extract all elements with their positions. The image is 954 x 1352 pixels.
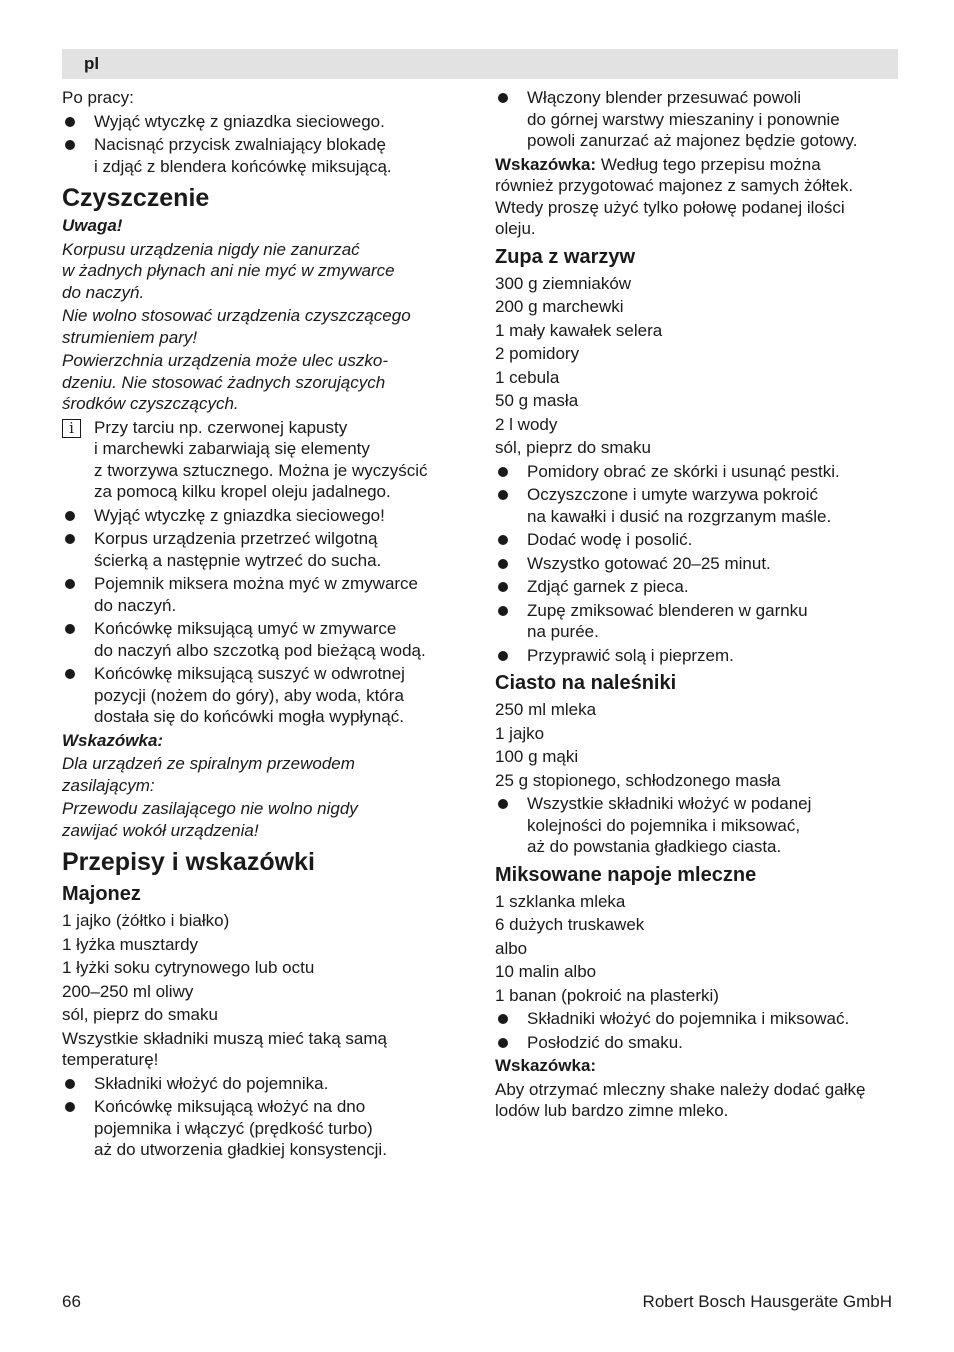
cleaning-step xyxy=(62,618,467,661)
soup-ingredient: 50 g masła xyxy=(495,391,579,410)
list-item-text: Końcówkę miksującą włożyć na dno pojemnika i włączyć (prędkość turbo) aż do utworzenia gładkiej konsystencji. xyxy=(94,1097,387,1159)
after-work-item xyxy=(62,111,467,133)
mayo-ingredient: 1 łyżka musztardy xyxy=(62,934,199,954)
soup-ingredient: 1 mały kawałek selera xyxy=(495,320,663,340)
bullet-icon xyxy=(498,1014,508,1024)
caution-text: Nie wolno stosować urządzenia czyszczącego strumieniem pary! xyxy=(62,306,411,347)
mayo-title: Majonez xyxy=(62,883,141,905)
list-item-text: Zupę zmiksować blenderen w garnku na purée. xyxy=(527,600,808,641)
list-item-text: Wszystkie składniki włożyć w podanej kolejności do pojemnika i miksować, aż do powstania gładkiego ciasta. xyxy=(527,794,812,856)
soup-ingredient: 300 g ziemniaków xyxy=(495,273,632,293)
info-text: Przy tarciu np. czerwonej kapusty i marchewki zabarwiają się elementy z tworzywa sztucznego. Można je wyczyścić za pomocą kilku kropel oleju jadalnego. xyxy=(94,417,428,501)
list-item-text: Pomidory obrać ze skórki i usunąć pestki. xyxy=(527,461,840,481)
shake-step xyxy=(495,1032,900,1054)
bullet-icon xyxy=(498,490,508,500)
mayo-ingredient: 1 łyżki soku cytrynowego lub octu xyxy=(62,958,315,977)
bullet-icon xyxy=(498,1038,508,1048)
cleaning-step xyxy=(62,505,467,527)
pancake-ingredient: 100 g mąki xyxy=(495,747,579,766)
caution-label: Uwaga! xyxy=(62,216,123,235)
list-item-text: Składniki włożyć do pojemnika i miksować. xyxy=(527,1009,850,1028)
soup-ingredient: 1 cebula xyxy=(495,367,560,387)
bullet-icon xyxy=(498,606,508,616)
mayo-note: Wszystkie składniki muszą mieć taką samą temperaturę! xyxy=(62,1028,387,1069)
bullet-icon xyxy=(65,579,75,589)
list-item-text: Wyjąć wtyczkę z gniazdka sieciowego. xyxy=(94,111,385,131)
soup-step xyxy=(495,529,900,551)
list-item-text: Dodać wodę i posolić. xyxy=(527,530,693,549)
soup-step xyxy=(495,600,900,643)
list-item-text: Nacisnąć przycisk zwalniający blokadę i zdjąć z blendera końcówkę miksującą. xyxy=(94,135,392,176)
bullet-icon xyxy=(65,1102,75,1112)
pancake-ingredient: 250 ml mleka xyxy=(495,700,597,719)
soup-step xyxy=(495,461,900,483)
mayo-ingredient: 1 jajko (żółtko i białko) xyxy=(62,911,230,930)
info-icon: i xyxy=(62,419,81,438)
bullet-icon xyxy=(65,669,75,679)
soup-step xyxy=(495,576,900,598)
publisher-name: Robert Bosch Hausgeräte GmbH xyxy=(642,1292,892,1311)
bullet-icon xyxy=(65,624,75,634)
bullet-icon xyxy=(498,467,508,477)
list-item-text: Posłodzić do smaku. xyxy=(527,1032,683,1052)
mayo-step xyxy=(62,1073,467,1095)
bullet-icon xyxy=(65,117,75,127)
soup-step xyxy=(495,553,900,575)
pancake-title: Ciasto na naleśniki xyxy=(495,672,677,694)
mayo-ingredient: sól, pieprz do smaku xyxy=(62,1005,218,1024)
pancake-ingredient: 25 g stopionego, schłodzonego masła xyxy=(495,770,781,790)
list-item-text: Oczyszczone i umyte warzywa pokroić na kawałki i dusić na rozgrzanym maśle. xyxy=(527,485,832,526)
soup-ingredient: 200 g marchewki xyxy=(495,297,624,316)
bullet-icon xyxy=(498,93,508,103)
shake-hint-label: Wskazówka: xyxy=(495,1056,597,1075)
mayo-step xyxy=(62,1096,467,1161)
mayo-ingredient: 200–250 ml oliwy xyxy=(62,981,194,1001)
bullet-icon xyxy=(65,1079,75,1089)
list-item-text: Przyprawić solą i pieprzem. xyxy=(527,645,734,665)
list-item-text: Końcówkę miksującą suszyć w odwrotnej pozycji (nożem do góry), aby woda, która dostała się do końcówki mogła wypłynąć. xyxy=(94,664,405,726)
cleaning-step xyxy=(62,663,467,728)
list-item-text: Korpus urządzenia przetrzeć wilgotną ścierką a następnie wytrzeć do sucha. xyxy=(94,529,382,570)
list-item-text: Składniki włożyć do pojemnika. xyxy=(94,1073,329,1093)
mayo-step xyxy=(495,87,900,152)
page-number: 66 xyxy=(62,1292,81,1311)
shake-ingredient: 6 dużych truskawek xyxy=(495,915,645,934)
info-note xyxy=(62,417,467,503)
list-item-text: Wyjąć wtyczkę z gniazdka sieciowego! xyxy=(94,505,385,525)
pancake-step xyxy=(495,793,900,858)
hint-text: Przewodu zasilającego nie wolno nigdy zawijać wokół urządzenia! xyxy=(62,799,358,840)
caution-text: Powierzchnia urządzenia może ulec uszko- dzeniu. Nie stosować żadnych szorujących środków czyszczących. xyxy=(62,351,388,413)
list-item-text: Pojemnik miksera można myć w zmywarce do naczyń. xyxy=(94,574,419,615)
hint-text: Dla urządzeń ze spiralnym przewodem zasilającym: xyxy=(62,754,355,795)
soup-ingredient: 2 pomidory xyxy=(495,344,580,363)
shake-ingredient: albo xyxy=(495,938,528,958)
left-column xyxy=(62,87,467,1163)
mayo-hint xyxy=(495,154,900,240)
list-item-text: Włączony blender przesuwać powoli do górnej warstwy mieszaniny i ponownie powoli zanurzać aż majonez będzie gotowy. xyxy=(527,88,858,150)
mayo-hint-label: Wskazówka: xyxy=(495,154,597,174)
after-work-label: Po pracy: xyxy=(62,88,134,107)
recipes-title: Przepisy i wskazówki xyxy=(62,848,315,876)
language-code: pl xyxy=(84,54,100,73)
pancake-ingredient: 1 jajko xyxy=(495,723,545,743)
bullet-icon xyxy=(498,651,508,661)
shake-title: Miksowane napoje mleczne xyxy=(495,863,757,886)
bullet-icon xyxy=(498,582,508,592)
mayo-hint-text: Według tego przepisu można również przygotować majonez z samych żółtek. Wtedy proszę użyć tylko połowę podanej ilości oleju. xyxy=(495,154,854,238)
shake-step xyxy=(495,1008,900,1030)
cleaning-step xyxy=(62,573,467,616)
bullet-icon xyxy=(65,140,75,150)
after-work-item xyxy=(62,134,467,177)
caution-text: Korpusu urządzenia nigdy nie zanurzać w żadnych płynach ani nie myć w zmywarce do naczyń. xyxy=(62,239,395,302)
shake-ingredient: 10 malin albo xyxy=(495,962,597,981)
bullet-icon xyxy=(65,534,75,544)
soup-step xyxy=(495,484,900,527)
right-column xyxy=(495,87,900,1124)
soup-ingredient: sól, pieprz do smaku xyxy=(495,438,651,457)
cleaning-step xyxy=(62,528,467,571)
list-item-text: Końcówkę miksującą umyć w zmywarce do naczyń albo szczotką pod bieżącą wodą. xyxy=(94,619,426,660)
list-item-text: Zdjąć garnek z pieca. xyxy=(527,577,689,596)
shake-hint-text: Aby otrzymać mleczny shake należy dodać gałkę lodów lub bardzo zimne mleko. xyxy=(495,1079,866,1120)
cleaning-title: Czyszczenie xyxy=(62,184,210,212)
bullet-icon xyxy=(498,799,508,809)
bullet-icon xyxy=(498,559,508,569)
hint-label: Wskazówka: xyxy=(62,730,164,750)
list-item-text: Wszystko gotować 20–25 minut. xyxy=(527,553,771,573)
bullet-icon xyxy=(65,511,75,521)
soup-ingredient: 2 l wody xyxy=(495,414,558,434)
language-bar xyxy=(62,49,898,79)
shake-ingredient: 1 szklanka mleka xyxy=(495,891,626,911)
soup-step xyxy=(495,645,900,667)
soup-title: Zupa z warzyw xyxy=(495,245,636,268)
shake-ingredient: 1 banan (pokroić na plasterki) xyxy=(495,985,719,1005)
bullet-icon xyxy=(498,535,508,545)
